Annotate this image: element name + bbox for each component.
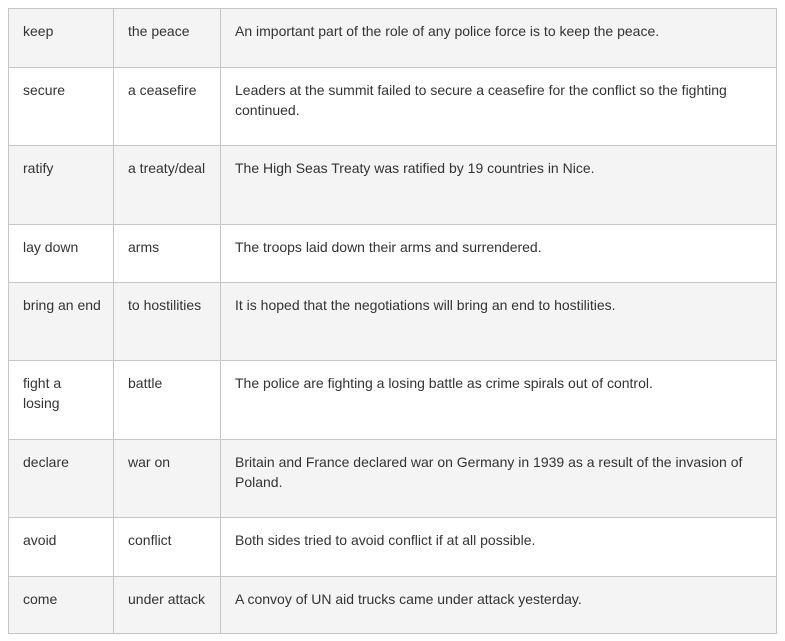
table-row (9, 146, 777, 225)
collocate-cell: a treaty/deal (114, 146, 221, 225)
table-row (9, 68, 777, 146)
collocation-table-wrapper (8, 8, 777, 634)
verb-cell: come (9, 577, 114, 634)
verb-cell: avoid (9, 518, 114, 577)
collocate-cell: under attack (114, 577, 221, 634)
collocate-cell: a ceasefire (114, 68, 221, 146)
collocation-table (8, 8, 777, 634)
example-cell: It is hoped that the negotiations will bring an end to hostilities. (221, 283, 777, 361)
collocate-cell: war on (114, 440, 221, 518)
example-cell: Both sides tried to avoid conflict if at all possible. (221, 518, 777, 577)
collocate-cell: to hostilities (114, 283, 221, 361)
verb-cell: lay down (9, 225, 114, 283)
table-row (9, 440, 777, 518)
example-cell: The police are fighting a losing battle as crime spirals out of control. (221, 361, 777, 440)
example-cell: A convoy of UN aid trucks came under attack yesterday. (221, 577, 777, 634)
verb-cell: keep (9, 9, 114, 68)
table-row (9, 577, 777, 634)
table-row (9, 361, 777, 440)
collocate-cell: conflict (114, 518, 221, 577)
verb-cell: ratify (9, 146, 114, 225)
example-cell: The High Seas Treaty was ratified by 19 countries in Nice. (221, 146, 777, 225)
table-row (9, 518, 777, 577)
verb-cell: secure (9, 68, 114, 146)
example-cell: Leaders at the summit failed to secure a ceasefire for the conflict so the fighting continued. (221, 68, 777, 146)
example-cell: The troops laid down their arms and surrendered. (221, 225, 777, 283)
verb-cell: fight a losing (9, 361, 114, 440)
table-row (9, 225, 777, 283)
example-cell: Britain and France declared war on Germany in 1939 as a result of the invasion of Poland. (221, 440, 777, 518)
verb-cell: bring an end (9, 283, 114, 361)
collocate-cell: battle (114, 361, 221, 440)
example-cell: An important part of the role of any police force is to keep the peace. (221, 9, 777, 68)
collocate-cell: arms (114, 225, 221, 283)
verb-cell: declare (9, 440, 114, 518)
table-row (9, 283, 777, 361)
collocate-cell: the peace (114, 9, 221, 68)
table-row (9, 9, 777, 68)
